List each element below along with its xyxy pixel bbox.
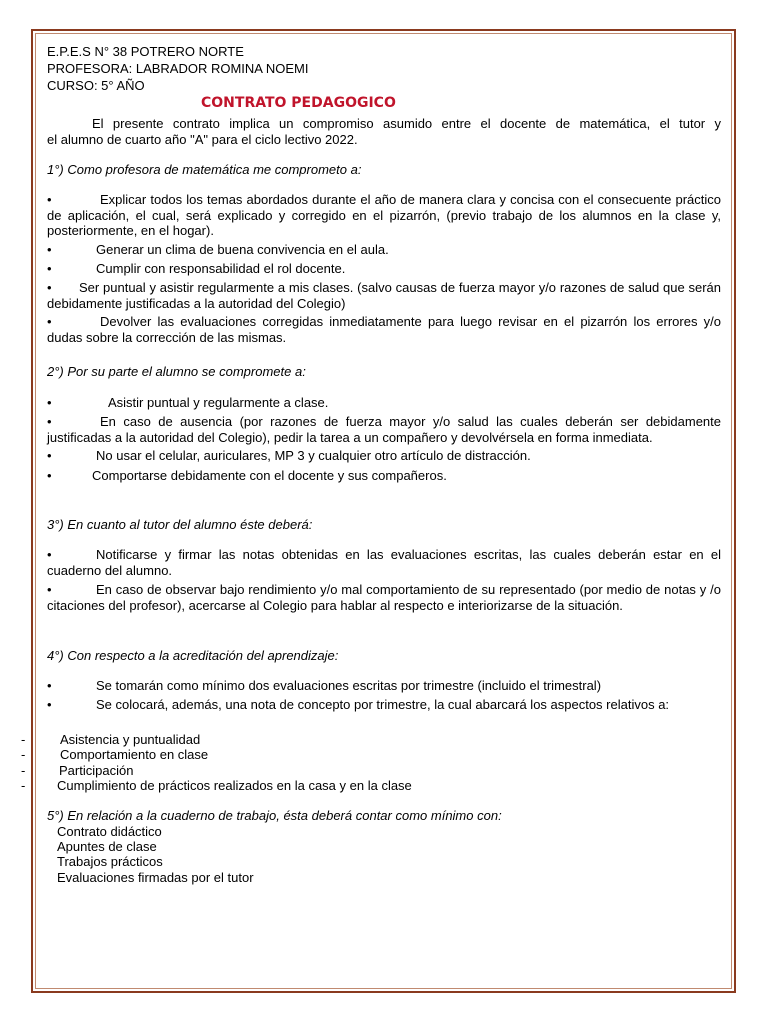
bullet: • [47, 192, 52, 207]
section-5-heading: 5°) En relación a la cuaderno de trabajo, ésta deberá contar como mínimo con: [47, 808, 502, 823]
notebook-item: Trabajos prácticos [57, 854, 163, 869]
bullet: • [47, 678, 52, 693]
aspect-item: - Participación [21, 763, 134, 778]
bullet: • [47, 395, 52, 410]
intro-line-1: El presente contrato implica un compromiso asumido entre el docente de matemática, el tutor y [92, 116, 721, 131]
bullet: • [47, 582, 52, 597]
section-1-item-3: • Cumplir con responsabilidad el rol docente. [47, 261, 346, 276]
school-name: E.P.E.S N° 38 POTRERO NORTE [47, 44, 244, 59]
section-2-item-2: • En caso de ausencia (por razones de fuerza mayor y/o salud las cuales deberán ser debidamente justificadas a la autoridad del Colegio), pedir la tarea a un compañero y devolvérsela en forma inmediata. [47, 414, 721, 445]
bullet: • [47, 468, 52, 483]
bullet: • [47, 314, 52, 329]
section-4-item-2: • Se colocará, además, una nota de concepto por trimestre, la cual abarcará los aspectos relativos a: [47, 697, 670, 712]
section-1-item-2: • Generar un clima de buena convivencia en el aula. [47, 242, 389, 257]
section-3-item-1: • Notificarse y firmar las notas obtenidas en las evaluaciones escritas, las cuales deberán estar en el cuaderno del alumno. [47, 547, 721, 578]
bullet: • [47, 547, 52, 562]
intro-paragraph [47, 116, 721, 147]
section-2-item-4: • Comportarse debidamente con el docente y sus compañeros. [47, 468, 447, 483]
teacher-name: PROFESORA: LABRADOR ROMINA NOEMI [47, 61, 309, 76]
section-4-heading: 4°) Con respecto a la acreditación del aprendizaje: [47, 648, 339, 663]
section-1-heading: 1°) Como profesora de matemática me comprometo a: [47, 162, 362, 177]
section-1-item-4: • Ser puntual y asistir regularmente a mis clases. (salvo causas de fuerza mayor y/o razones de salud que serán debidamente justificadas a la autoridad del Colegio) [47, 280, 721, 311]
section-3-heading: 3°) En cuanto al tutor del alumno éste deberá: [47, 517, 313, 532]
notebook-item: Evaluaciones firmadas por el tutor [57, 870, 254, 885]
bullet: • [47, 261, 52, 276]
notebook-item: Contrato didáctico [57, 824, 162, 839]
section-2-item-3: • No usar el celular, auriculares, MP 3 y cualquier otro artículo de distracción. [47, 448, 531, 463]
section-2-item-1: • Asistir puntual y regularmente a clase. [47, 395, 329, 410]
page-title: CONTRATO PEDAGOGICO [201, 95, 396, 111]
aspect-item: - Comportamiento en clase [21, 747, 209, 762]
bullet: • [47, 242, 52, 257]
section-3-item-2: • En caso de observar bajo rendimiento y/o mal comportamiento de su representado (por medio de notas y /o citaciones del profesor), acercarse al Colegio para hablar al respecto e interiorizarse de la situación. [47, 582, 721, 613]
section-2-heading: 2°) Por su parte el alumno se compromete a: [47, 364, 306, 379]
bullet: • [47, 280, 52, 295]
bullet: • [47, 448, 52, 463]
bullet: • [47, 414, 52, 429]
course-label: CURSO: 5° AÑO [47, 78, 145, 93]
aspect-item: - Asistencia y puntualidad [21, 732, 201, 747]
notebook-item: Apuntes de clase [57, 839, 157, 854]
intro-line-2: el alumno de cuarto año "A" para el ciclo lectivo 2022. [47, 131, 358, 147]
bullet: • [47, 697, 52, 712]
section-1-item-5: • Devolver las evaluaciones corregidas inmediatamente para luego revisar en el pizarrón los errores y/o dudas sobre la corrección de las mismas. [47, 314, 721, 345]
section-4-item-1: • Se tomarán como mínimo dos evaluaciones escritas por trimestre (incluido el trimestral) [47, 678, 602, 693]
section-1-item-1: • Explicar todos los temas abordados durante el año de manera clara y concisa con el consecuente práctico de aplicación, el cual, será explicado y corregido en el pizarrón, (previo trabajo de los alumnos en la clase y, posteriormente, en el hogar). [47, 192, 721, 238]
aspect-item: - Cumplimiento de prácticos realizados en la casa y en la clase [21, 778, 412, 793]
